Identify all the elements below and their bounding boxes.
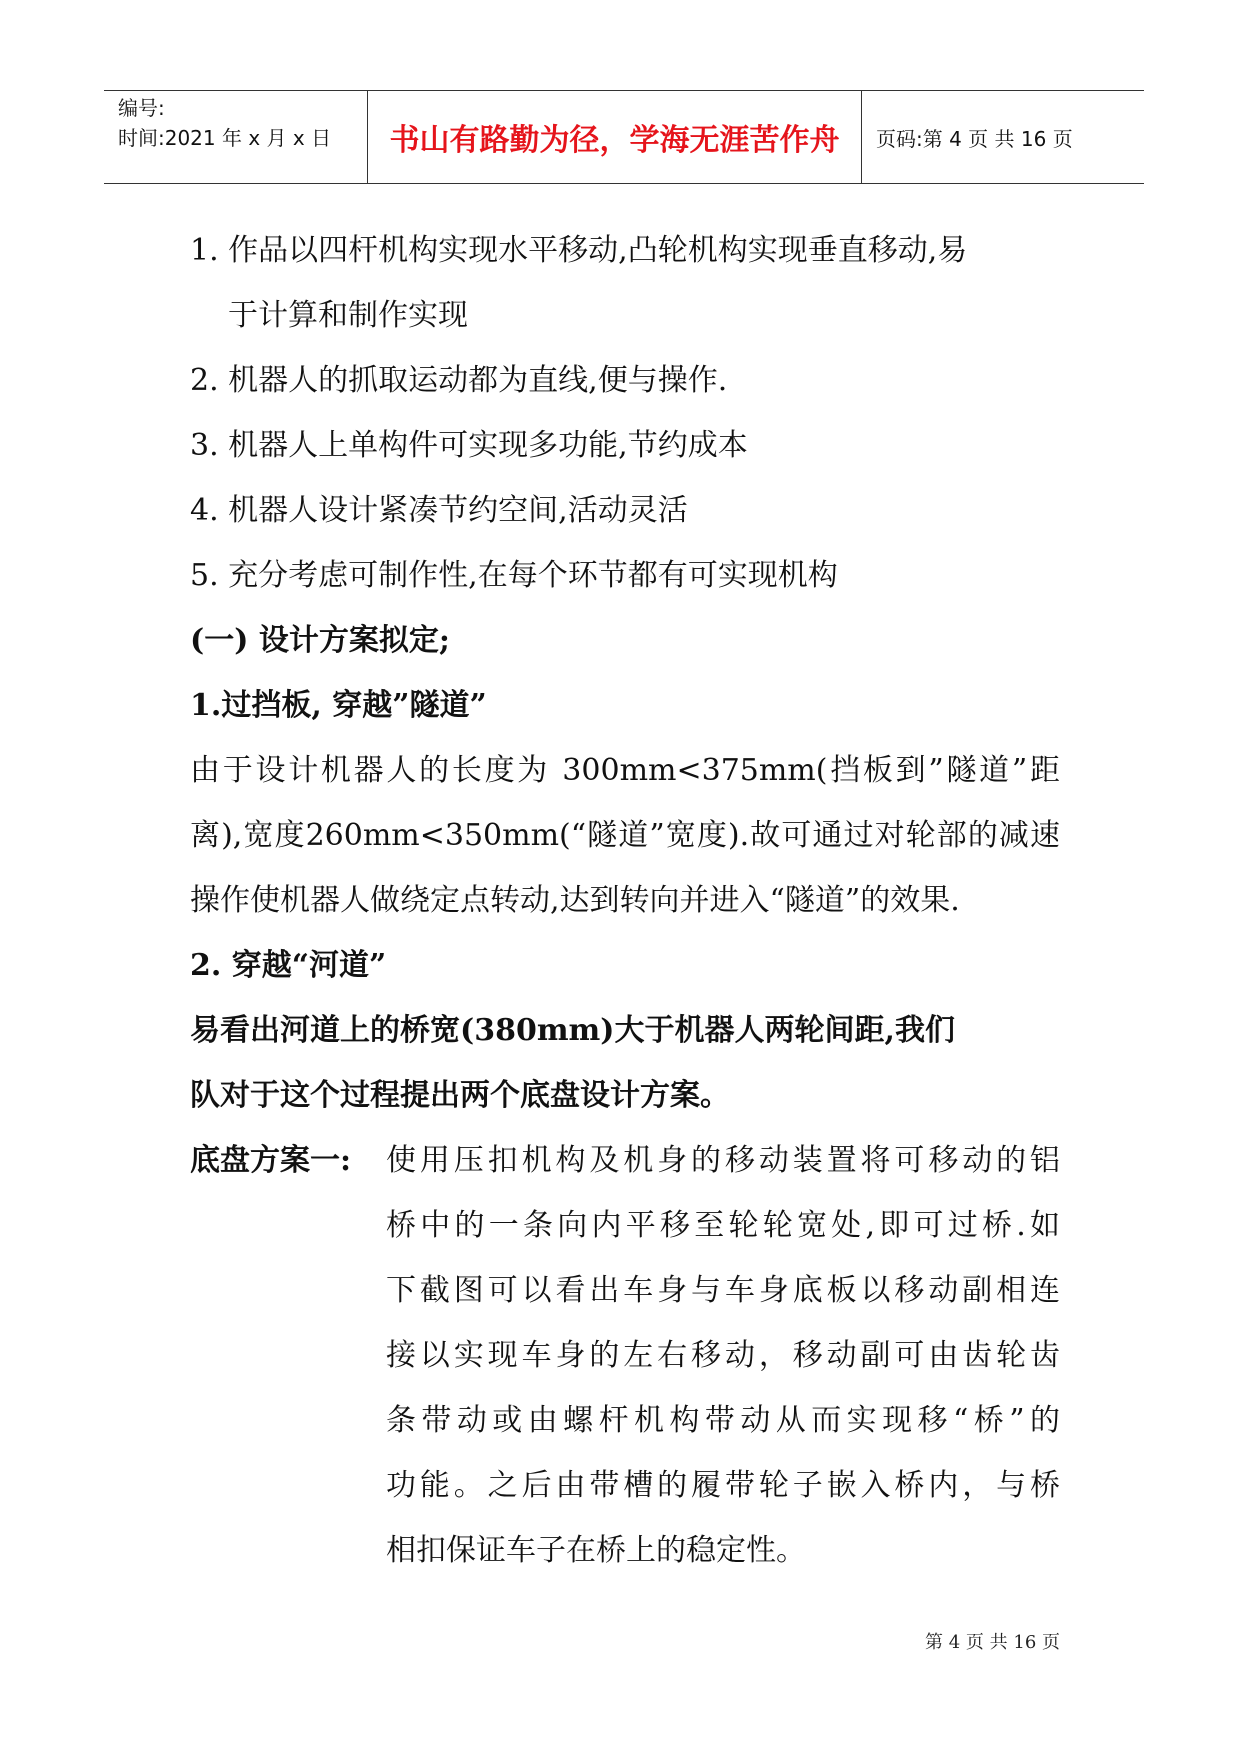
- section-heading: (一) 设计方案拟定;: [190, 623, 450, 658]
- header-page-cell: [862, 91, 1144, 183]
- subsection-heading-2: 2. 穿越“河道”: [190, 948, 387, 983]
- list-item: 2. 机器人的抓取运动都为直线,便与操作.: [190, 363, 728, 398]
- plan-line: 桥中的一条向内平移至轮轮宽处,即可过桥.如: [386, 1208, 1060, 1243]
- plan-one-text: [386, 1128, 1060, 1583]
- header-meta-cell: [104, 91, 368, 183]
- plan-line: 使用压扣机构及机身的移动装置将可移动的铝: [386, 1143, 1060, 1178]
- list-item: 5. 充分考虑可制作性,在每个环节都有可实现机构: [190, 558, 838, 593]
- plan-line: 相扣保证车子在桥上的稳定性。: [386, 1533, 806, 1568]
- paragraph-line: 操作使机器人做绕定点转动,达到转向并进入“隧道”的效果.: [190, 883, 960, 918]
- list-item: 4. 机器人设计紧凑节约空间,活动灵活: [190, 493, 688, 528]
- bold-paragraph-line: 易看出河道上的桥宽(380mm)大于机器人两轮间距,我们: [190, 1013, 955, 1048]
- plan-one-label: 底盘方案一:: [190, 1143, 352, 1178]
- bold-paragraph-line: 队对于这个过程提出两个底盘设计方案。: [190, 1078, 730, 1113]
- page-label: 页码:第 4 页 共 16 页: [876, 126, 1073, 151]
- header-motto-cell: [368, 91, 862, 183]
- document-body: [190, 218, 1060, 1583]
- serial-label: 编号:: [118, 96, 165, 120]
- plan-one-block: [190, 1128, 1060, 1583]
- plan-line: 条带动或由螺杆机构带动从而实现移“桥”的: [386, 1403, 1060, 1438]
- list-item: 3. 机器人上单构件可实现多功能,节约成本: [190, 428, 748, 463]
- paragraph-line: 离),宽度260mm<350mm(“隧道”宽度).故可通过对轮部的减速: [190, 818, 1060, 853]
- page-footer: 第 4 页 共 16 页: [925, 1632, 1060, 1653]
- page-header: [104, 90, 1144, 184]
- motto-text: 书山有路勤为径，学海无涯苦作舟: [389, 123, 840, 158]
- list-item: 1. 作品以四杆机构实现水平移动,凸轮机构实现垂直移动,易: [190, 233, 968, 268]
- time-label: 时间:2021 年 x 月 x 日: [118, 126, 332, 150]
- list-item-continuation: 于计算和制作实现: [228, 298, 468, 333]
- plan-line: 下截图可以看出车身与车身底板以移动副相连: [386, 1273, 1060, 1308]
- plan-line: 接以实现车身的左右移动，移动副可由齿轮齿: [386, 1338, 1060, 1373]
- subsection-heading-1: 1.过挡板, 穿越”隧道”: [190, 688, 487, 723]
- paragraph-line: 由于设计机器人的长度为 300mm<375mm(挡板到”隧道”距: [190, 753, 1060, 788]
- plan-line: 功能。之后由带槽的履带轮子嵌入桥内，与桥: [386, 1468, 1060, 1503]
